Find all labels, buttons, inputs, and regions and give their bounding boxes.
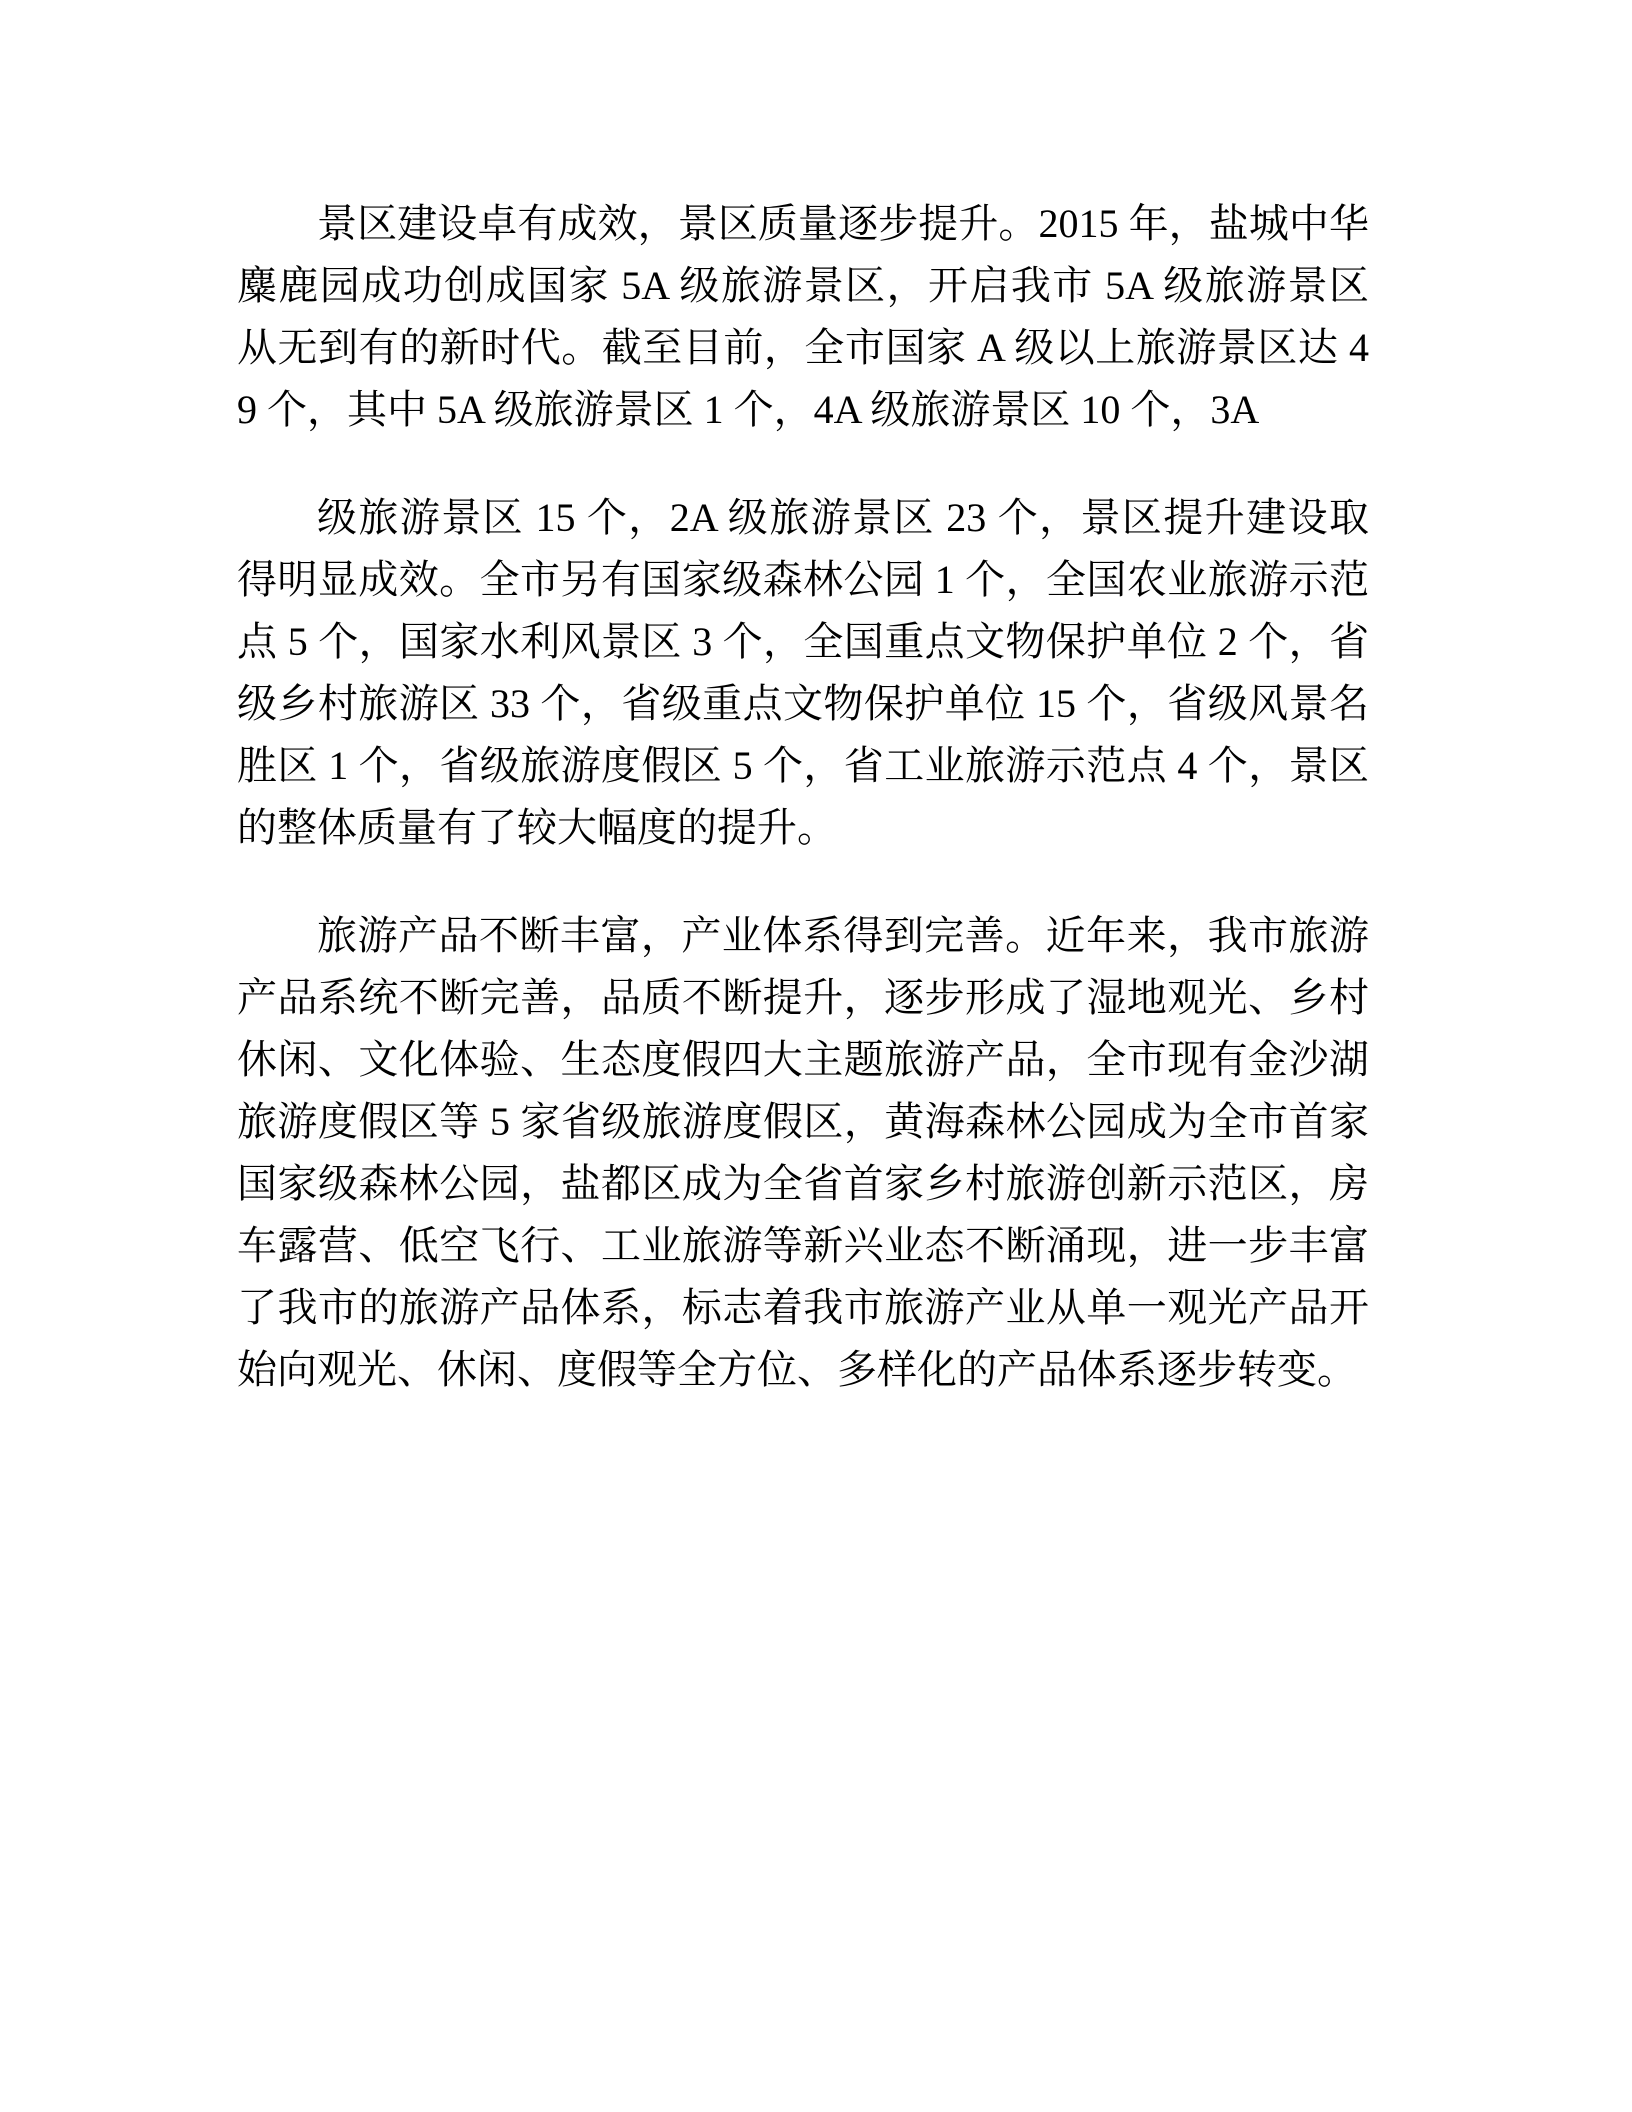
paragraph-tourism-products: 旅游产品不断丰富，产业体系得到完善。近年来，我市旅游产品系统不断完善，品质不断提升，逐步形成了湿地观光、乡村休闲、文化体验、生态度假四大主题旅游产品，全市现有金沙湖旅游度假区等 5 家省级旅游度假区，黄海森林公园成为全市首家国家级森林公园，盐都区成为全省首家乡村旅游创新示范区，房车露营、低空飞行、工业旅游等新兴业态不断涌现，进一步丰富了我市的旅游产品体系，标志着我市旅游产业从单一观光产品开始向观光、休闲、度假等全方位、多样化的产品体系逐步转变。 [237,913,1369,1392]
document-body [237,193,1369,1447]
paragraph-scenic-area-construction: 景区建设卓有成效，景区质量逐步提升。2015 年，盐城中华麋鹿园成功创成国家 5A 级旅游景区，开启我市 5A 级旅游景区从无到有的新时代。截至目前，全市国家 A 级以上旅游景区达 49 个，其中 5A 级旅游景区 1 个，4A 级旅游景区 10 个，3A [237,201,1369,432]
paragraph-scenic-area-statistics: 级旅游景区 15 个，2A 级旅游景区 23 个，景区提升建设取得明显成效。全市另有国家级森林公园 1 个，全国农业旅游示范点 5 个，国家水利风景区 3 个，全国重点文物保护单位 2 个，省级乡村旅游区 33 个，省级重点文物保护单位 15 个，省级风景名胜区 1 个，省级旅游度假区 5 个，省工业旅游示范点 4 个，景区的整体质量有了较大幅度的提升。 [237,495,1369,850]
